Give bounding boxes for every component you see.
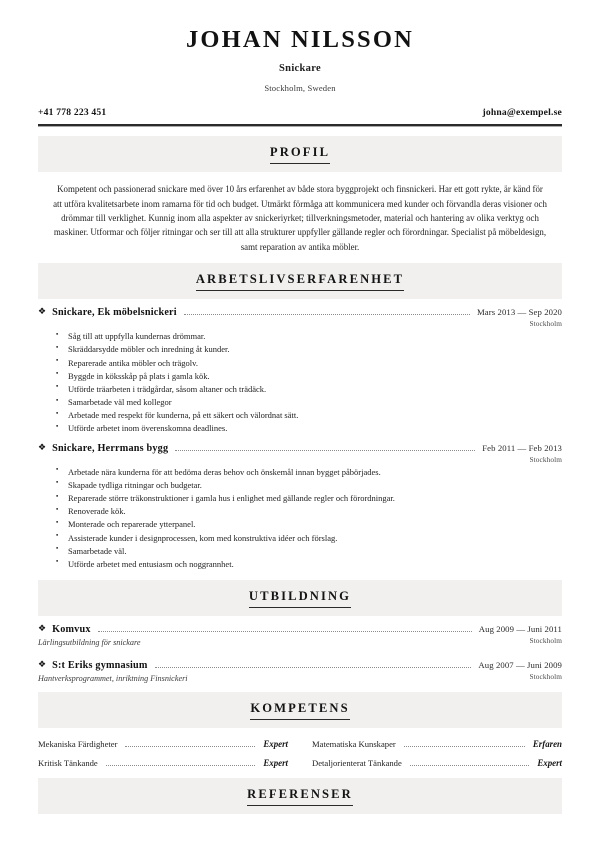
education-entry-subtitle: Lärlingsutbildning för snickare (38, 638, 141, 648)
dotted-leader (98, 631, 472, 632)
list-item: ▪ Byggde in köksskåp på plats i gamla kök. (38, 370, 562, 383)
experience-entry-header (38, 443, 562, 454)
experience-entries (38, 307, 562, 571)
list-item: ▪ Arbetade nära kunderna för att bedöma deras behov och önskemål innan bygget påbörjades. (38, 466, 562, 479)
experience-entry-location: Stockholm (529, 319, 562, 329)
skill-level: Expert (263, 758, 288, 769)
section-band-education (38, 580, 562, 616)
list-item: ▪ Utförde arbetet inom överenskomna deadlines. (38, 422, 562, 435)
clover-bullet-icon: ❖ (38, 441, 47, 452)
section-band-profile (38, 136, 562, 172)
candidate-job-title: Snickare (279, 63, 321, 75)
contact-email[interactable]: johna@exempel.se (482, 107, 562, 119)
dotted-leader (175, 450, 475, 451)
experience-entry-bullets (38, 466, 562, 571)
education-entry (38, 660, 562, 683)
skill-name: Detaljorienterat Tänkande (312, 758, 402, 769)
skill-row (38, 758, 288, 769)
dotted-leader (125, 746, 255, 747)
dotted-leader (404, 746, 525, 747)
education-entry-location: Stockholm (529, 636, 562, 646)
experience-entry (38, 307, 562, 435)
list-item: ▪ Reparerade antika möbler och trägolv. (38, 357, 562, 370)
experience-entry-date: Feb 2011 — Feb 2013 (482, 442, 562, 453)
education-entry-date: Aug 2007 — Juni 2009 (478, 660, 562, 671)
education-entry (38, 624, 562, 647)
list-item: ▪ Monterade och reparerade ytterpanel. (38, 518, 562, 531)
skill-level: Erfaren (532, 739, 562, 750)
dotted-leader (106, 765, 256, 766)
list-item: ▪ Arbetade med respekt för kunderna, på ett säkert och välordnat sätt. (38, 409, 562, 422)
experience-entry-title: Snickare, Ek möbelsnickeri (52, 307, 177, 319)
section-education (38, 580, 562, 683)
list-item: ▪ Samarbetade väl. (38, 545, 562, 558)
experience-entry-title: Snickare, Herrmans bygg (52, 442, 169, 454)
candidate-name: JOHAN NILSSON (185, 26, 415, 53)
list-item: ▪ Reparerade större träkonstruktioner i gamla hus i enlighet med gällande regler och förordningar. (38, 492, 562, 505)
experience-entry-location: Stockholm (529, 454, 562, 464)
education-entry-header (38, 624, 562, 635)
skill-name: Mekaniska Färdigheter (38, 739, 118, 750)
section-title-profile: PROFIL (270, 145, 330, 164)
contact-phone[interactable]: +41 778 223 451 (38, 107, 107, 119)
section-skills (38, 692, 562, 769)
section-experience (38, 263, 562, 571)
section-title-skills: KOMPETENS (250, 701, 349, 720)
education-entry-subtitle: Hantverksprogrammet, inriktning Finsnickeri (38, 674, 188, 684)
skills-grid (38, 739, 562, 769)
list-item: ▪ Assisterade kunder i designprocessen, kom med konstruktiva idéer och förslag. (38, 532, 562, 545)
section-band-references (38, 778, 562, 814)
list-item: ▪ Renoverade kök. (38, 505, 562, 518)
education-entry-title: Komvux (52, 624, 91, 636)
section-title-education: UTBILDNING (249, 589, 351, 608)
dotted-leader (410, 765, 530, 766)
education-entry-title: S:t Eriks gymnasium (52, 660, 148, 672)
dotted-leader (184, 314, 470, 315)
clover-bullet-icon: ❖ (38, 659, 47, 670)
experience-entry-header (38, 307, 562, 318)
resume-header (38, 0, 562, 93)
experience-entry-date: Mars 2013 — Sep 2020 (476, 307, 562, 318)
skill-row (312, 758, 562, 769)
list-item: ▪ Samarbetade väl med kollegor (38, 396, 562, 409)
clover-bullet-icon: ❖ (38, 306, 47, 317)
section-band-skills (38, 692, 562, 728)
list-item: ▪ Såg till att uppfylla kundernas drömmar. (38, 330, 562, 343)
skill-row (312, 739, 562, 750)
section-title-references: REFERENSER (247, 787, 353, 806)
dotted-leader (155, 667, 472, 668)
list-item: ▪ Skräddarsydde möbler och inredning åt kunder. (38, 343, 562, 356)
header-divider (38, 124, 562, 127)
section-title-experience: ARBETSLIVSERFARENHET (196, 272, 404, 291)
clover-bullet-icon: ❖ (38, 623, 47, 634)
skill-name: Matematiska Kunskaper (312, 739, 396, 750)
candidate-location: Stockholm, Sweden (264, 83, 336, 94)
skill-level: Expert (537, 758, 562, 769)
list-item: ▪ Skapade tydliga ritningar och budgetar. (38, 479, 562, 492)
profile-summary-text: Kompetent och passionerad snickare med över 10 års erfarenhet av både stora byggprojekt och finsnickeri. Har ett gott rykte, är känd för att utföra kvalitetsarbete inom ramarna för tid och budget. Utmärkt förmåga att kommunicera med kunder och förvandla deras visioner och drömmar till verklighet. Kunnig inom alla aspekter av snickeriyrket; tillverkningsmetoder, material och hantering av olika verktyg och maskiner. Utformar och följer ritningar och ser till att alla strukturer uppfyller gällande regler och förordningar. Specialist på möbeldesign, samt reparation av antika möbler. (53, 184, 547, 252)
education-entry-header (38, 660, 562, 671)
contact-row (38, 107, 562, 118)
education-entries (38, 624, 562, 683)
section-profile (38, 136, 562, 254)
list-item: ▪ Utförde träarbeten i trädgårdar, såsom altaner och trädäck. (38, 383, 562, 396)
education-entry-location: Stockholm (529, 672, 562, 682)
experience-entry (38, 443, 562, 571)
skill-name: Kritisk Tänkande (38, 758, 98, 769)
section-references (38, 778, 562, 814)
skill-level: Expert (263, 739, 288, 750)
education-entry-date: Aug 2009 — Juni 2011 (478, 624, 562, 635)
experience-entry-bullets (38, 330, 562, 435)
list-item: ▪ Utförde arbetet med entusiasm och noggrannhet. (38, 558, 562, 571)
skill-row (38, 739, 288, 750)
section-band-experience (38, 263, 562, 299)
